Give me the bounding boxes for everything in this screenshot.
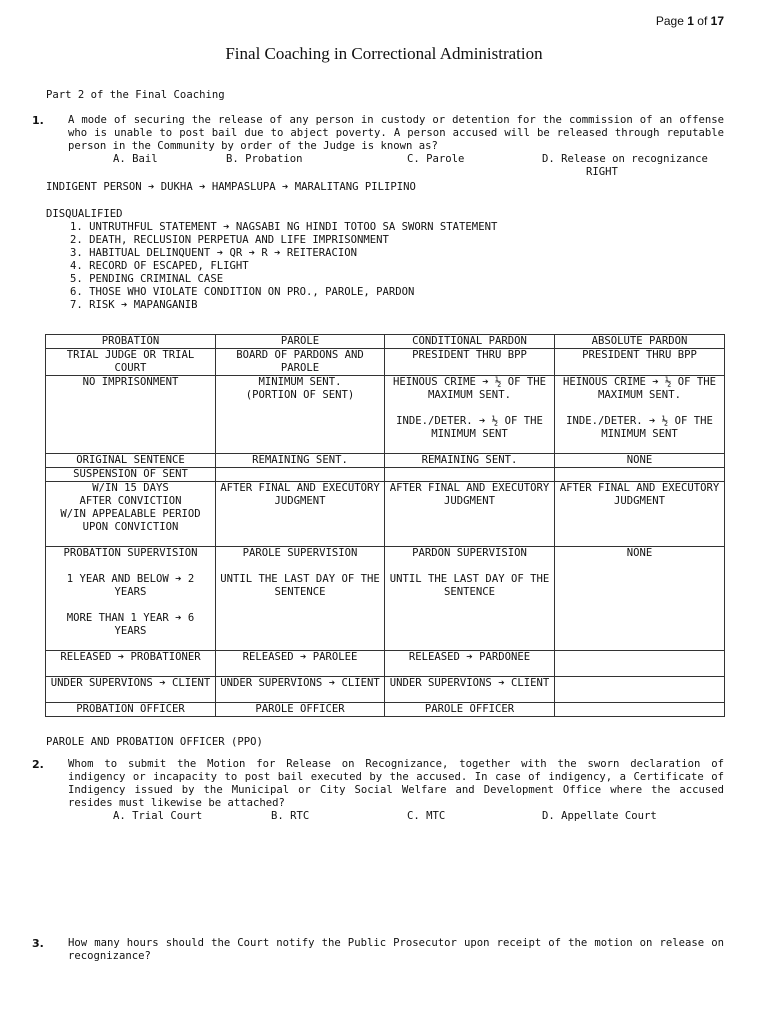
table-cell: UNDER SUPERVIONS ➔ CLIENT: [46, 677, 216, 703]
table-cell: AFTER FINAL AND EXECUTORY JUDGMENT: [216, 482, 385, 547]
question-1-choices: [68, 153, 724, 166]
choice-d: D. Appellate Court: [542, 810, 657, 822]
table-cell: RELEASED ➔ PAROLEE: [216, 651, 385, 677]
table-cell: SUSPENSION OF SENT: [46, 468, 216, 482]
table-cell: PRESIDENT THRU BPP: [555, 349, 725, 376]
comparison-table: [45, 334, 725, 717]
table-header-cell: PAROLE: [216, 335, 385, 349]
choice-c: C. MTC: [407, 810, 446, 822]
table-row: [46, 468, 725, 482]
table-cell: NONE: [555, 547, 725, 651]
table-cell: ORIGINAL SENTENCE: [46, 454, 216, 468]
table-cell: AFTER FINAL AND EXECUTORY JUDGMENT: [385, 482, 555, 547]
table-cell: [385, 468, 555, 482]
disqualified-list: [46, 221, 497, 312]
page-label: Page: [655, 14, 684, 28]
choice-d: D. Release on recognizance: [542, 153, 708, 165]
table-row: [46, 677, 725, 703]
ppo-note: PAROLE AND PROBATION OFFICER (PPO): [46, 736, 263, 748]
table-header-cell: ABSOLUTE PARDON: [555, 335, 725, 349]
page-of: of: [697, 14, 708, 28]
table-cell: W/IN 15 DAYS AFTER CONVICTION W/IN APPEALABLE PERIOD UPON CONVICTION: [46, 482, 216, 547]
choice-c: C. Parole: [407, 153, 465, 165]
page-total: 17: [710, 14, 724, 28]
table-row: [46, 482, 725, 547]
table-cell: PROBATION OFFICER: [46, 703, 216, 717]
table-header-row: [46, 335, 725, 349]
table-cell: NO IMPRISONMENT: [46, 376, 216, 454]
table-cell: MINIMUM SENT. (PORTION OF SENT): [216, 376, 385, 454]
table-cell: UNDER SUPERVIONS ➔ CLIENT: [385, 677, 555, 703]
table-cell: PAROLE OFFICER: [385, 703, 555, 717]
table-header-cell: CONDITIONAL PARDON: [385, 335, 555, 349]
table-cell: [216, 468, 385, 482]
disqualified-item: 4. RECORD OF ESCAPED, FLIGHT: [70, 260, 249, 272]
table-cell: PRESIDENT THRU BPP: [385, 349, 555, 376]
table-cell: HEINOUS CRIME ➔ ½ OF THE MAXIMUM SENT. INDE./DETER. ➔ ½ OF THE MINIMUM SENT: [385, 376, 555, 454]
table-cell: UNDER SUPERVIONS ➔ CLIENT: [216, 677, 385, 703]
choice-a: A. Trial Court: [113, 810, 203, 822]
table-row: [46, 349, 725, 376]
indigent-note: INDIGENT PERSON ➔ DUKHA ➔ HAMPASLUPA ➔ MARALITANG PILIPINO: [46, 181, 416, 193]
table-cell: HEINOUS CRIME ➔ ½ OF THE MAXIMUM SENT. INDE./DETER. ➔ ½ OF THE MINIMUM SENT: [555, 376, 725, 454]
document-title: Final Coaching in Correctional Administration: [225, 44, 543, 63]
disqualified-item: 5. PENDING CRIMINAL CASE: [70, 273, 224, 285]
table-cell: AFTER FINAL AND EXECUTORY JUDGMENT: [555, 482, 725, 547]
table-cell: PROBATION SUPERVISION 1 YEAR AND BELOW ➔ 2 YEARS MORE THAN 1 YEAR ➔ 6 YEARS: [46, 547, 216, 651]
subtitle: Part 2 of the Final Coaching: [46, 89, 225, 101]
question-2-number: 2.: [32, 758, 44, 771]
table-cell: PAROLE OFFICER: [216, 703, 385, 717]
table-cell: PARDON SUPERVISION UNTIL THE LAST DAY OF THE SENTENCE: [385, 547, 555, 651]
table-cell: RELEASED ➔ PROBATIONER: [46, 651, 216, 677]
table-cell: RELEASED ➔ PARDONEE: [385, 651, 555, 677]
table-cell: [555, 703, 725, 717]
answer-note: RIGHT: [586, 166, 618, 178]
table-row: [46, 454, 725, 468]
table-cell: NONE: [555, 454, 725, 468]
question-2-text: Whom to submit the Motion for Release on Recognizance, together with the sworn declaration of indigency or incapacity to post bail executed by the accused. In case of indigency, a Certificate of Indigency issued by the Municipal or City Social Welfare and Development Office where the accused resides must likewise be attached?: [68, 758, 724, 809]
disqualified-item: 1. UNTRUTHFUL STATEMENT ➔ NAGSABI NG HINDI TOTOO SA SWORN STATEMENT: [70, 221, 498, 233]
choice-a: A. Bail: [113, 153, 158, 165]
disqualified-item: 2. DEATH, RECLUSION PERPETUA AND LIFE IMPRISONMENT: [70, 234, 389, 246]
disqualified-item: 7. RISK ➔ MAPANGANIB: [70, 299, 198, 311]
question-3-text: How many hours should the Court notify the Public Prosecutor upon receipt of the motion on release on recognizance?: [68, 937, 724, 962]
table-cell: REMAINING SENT.: [385, 454, 555, 468]
page-number: [656, 14, 724, 28]
disqualified-heading: DISQUALIFIED: [46, 208, 123, 220]
table-cell: REMAINING SENT.: [216, 454, 385, 468]
disqualified-item: 6. THOSE WHO VIOLATE CONDITION ON PRO., PAROLE, PARDON: [70, 286, 415, 298]
question-1-text: A mode of securing the release of any person in custody or detention for the commission of an offense who is unable to post bail due to abject poverty. A person accused will be released through reputable person in the Community by order of the Judge is known as?: [68, 114, 724, 152]
disqualified-item: 3. HABITUAL DELINQUENT ➔ QR ➔ R ➔ REITERACION: [70, 247, 358, 259]
question-1-number: 1.: [32, 114, 44, 127]
table-cell: [555, 651, 725, 677]
question-3-number: 3.: [32, 937, 44, 950]
table-row: [46, 651, 725, 677]
table-cell: BOARD OF PARDONS AND PAROLE: [216, 349, 385, 376]
table-cell: TRIAL JUDGE OR TRIAL COURT: [46, 349, 216, 376]
table-row: [46, 703, 725, 717]
question-2-choices: [68, 810, 724, 823]
table-row: [46, 376, 725, 454]
choice-b: B. Probation: [226, 153, 303, 165]
choice-b: B. RTC: [271, 810, 310, 822]
table-cell: PAROLE SUPERVISION UNTIL THE LAST DAY OF THE SENTENCE: [216, 547, 385, 651]
table-cell: [555, 468, 725, 482]
table-cell: [555, 677, 725, 703]
page-current: 1: [687, 14, 694, 28]
table-row: [46, 547, 725, 651]
table-header-cell: PROBATION: [46, 335, 216, 349]
